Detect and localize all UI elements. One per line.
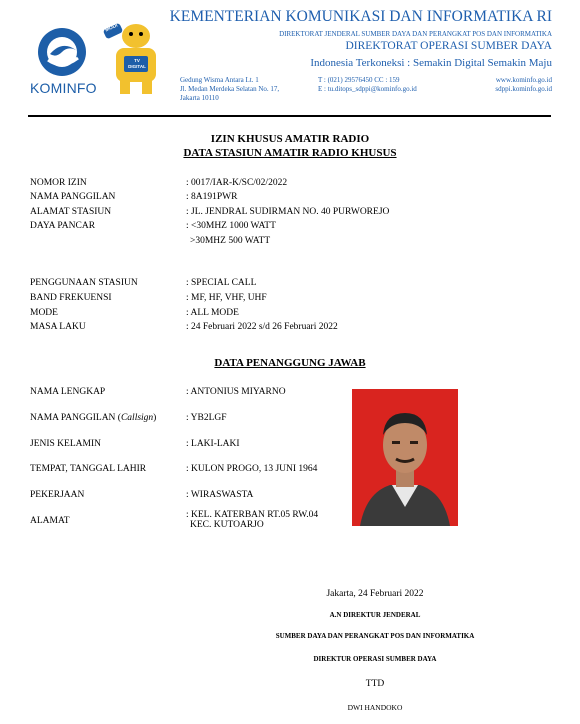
value-jenis-kelamin: : LAKI-LAKI — [186, 439, 240, 449]
sign-line-1: A.N DIREKTUR JENDERAL — [329, 611, 421, 619]
mascot-tag: TV DIGITAL — [128, 58, 146, 69]
value-band: : MF, HF, VHF, UHF — [186, 293, 267, 303]
value-nama-panggilan: : 8A191PWR — [186, 192, 238, 202]
value-pekerjaan: : WIRASWASTA — [186, 490, 254, 500]
slogan: Indonesia Terkoneksi : Semakin Digital Semakin Maju — [310, 57, 552, 69]
value-callsign: : YB2LGF — [186, 413, 227, 423]
label-nomor-izin: NOMOR IZIN — [30, 178, 87, 188]
holder-photo — [352, 389, 458, 526]
sign-ttd: TTD — [365, 679, 385, 689]
label-jenis-kelamin: JENIS KELAMIN — [30, 439, 101, 449]
label-nama-panggilan: NAMA PANGGILAN — [30, 192, 116, 202]
value-alamat-2: KEC. KUTOARJO — [190, 520, 264, 530]
value-mode: : ALL MODE — [186, 308, 239, 318]
contact-info: T : (021) 29576450 CC : 159 E : tu.ditops_sdppi@kominfo.go.id — [318, 76, 417, 93]
label-pekerjaan: PEKERJAAN — [30, 490, 85, 500]
label-band: BAND FREKUENSI — [30, 293, 112, 303]
doc-subtitle: DATA STASIUN AMATIR RADIO KHUSUS — [183, 147, 397, 159]
label-alamat-stasiun: ALAMAT STASIUN — [30, 207, 112, 217]
mascot-illustration — [100, 18, 174, 98]
value-alamat-1: : KEL. KATERBAN RT.05 RW.04 — [186, 510, 319, 520]
value-nama-lengkap: : ANTONIUS MIYARNO — [186, 387, 286, 397]
signer-name: DWI HANDOKO — [347, 703, 403, 712]
value-masa-laku: : 24 Februari 2022 s/d 26 Februari 2022 — [186, 322, 338, 332]
office-address: Gedung Wisma Antara Lt. 1 Jl. Medan Merdeka Selatan No. 17, Jakarta 10110 — [180, 76, 280, 102]
label-penggunaan: PENGGUNAAN STASIUN — [30, 278, 138, 288]
value-alamat-stasiun: : JL. JENDRAL SUDIRMAN NO. 40 PURWOREJO — [186, 207, 390, 217]
directorate-name: DIREKTORAT OPERASI SUMBER DAYA — [345, 40, 552, 52]
label-ttl: TEMPAT, TANGGAL LAHIR — [30, 464, 147, 474]
sign-line-3: DIREKTUR OPERASI SUMBER DAYA — [313, 655, 437, 663]
label-alamat: ALAMAT — [30, 516, 70, 526]
header-divider — [28, 115, 551, 117]
label-daya-pancar: DAYA PANCAR — [30, 221, 96, 231]
ministry-name: KEMENTERIAN KOMUNIKASI DAN INFORMATIKA RI — [169, 8, 552, 25]
sign-line-2: SUMBER DAYA DAN PERANGKAT POS DAN INFORMATIKA — [275, 632, 475, 640]
value-daya-pancar-2: >30MHZ 500 WATT — [190, 236, 271, 246]
mascot-badge: MODI — [104, 22, 119, 34]
label-mode: MODE — [30, 308, 58, 318]
dirjen-name: DIREKTORAT JENDERAL SUMBER DAYA DAN PERANGKAT POS DAN INFORMATIKA — [279, 30, 552, 38]
websites: www.kominfo.go.id sdppi.kominfo.go.id — [495, 76, 552, 93]
value-daya-pancar-1: : <30MHZ 1000 WATT — [186, 221, 276, 231]
section-title: DATA PENANGGUNG JAWAB — [214, 357, 366, 369]
logo-wordmark: KOMINFO — [30, 80, 97, 96]
label-nama-lengkap: NAMA LENGKAP — [30, 387, 106, 397]
label-masa-laku: MASA LAKU — [30, 322, 86, 332]
value-penggunaan: : SPECIAL CALL — [186, 278, 257, 288]
value-nomor-izin: : 0017/IAR-K/SC/02/2022 — [186, 178, 288, 188]
value-ttl: : KULON PROGO, 13 JUNI 1964 — [186, 464, 318, 474]
label-callsign: NAMA PANGGILAN (Callsign) — [30, 413, 157, 423]
doc-title: IZIN KHUSUS AMATIR RADIO — [210, 133, 370, 145]
sign-date: Jakarta, 24 Februari 2022 — [326, 589, 424, 599]
